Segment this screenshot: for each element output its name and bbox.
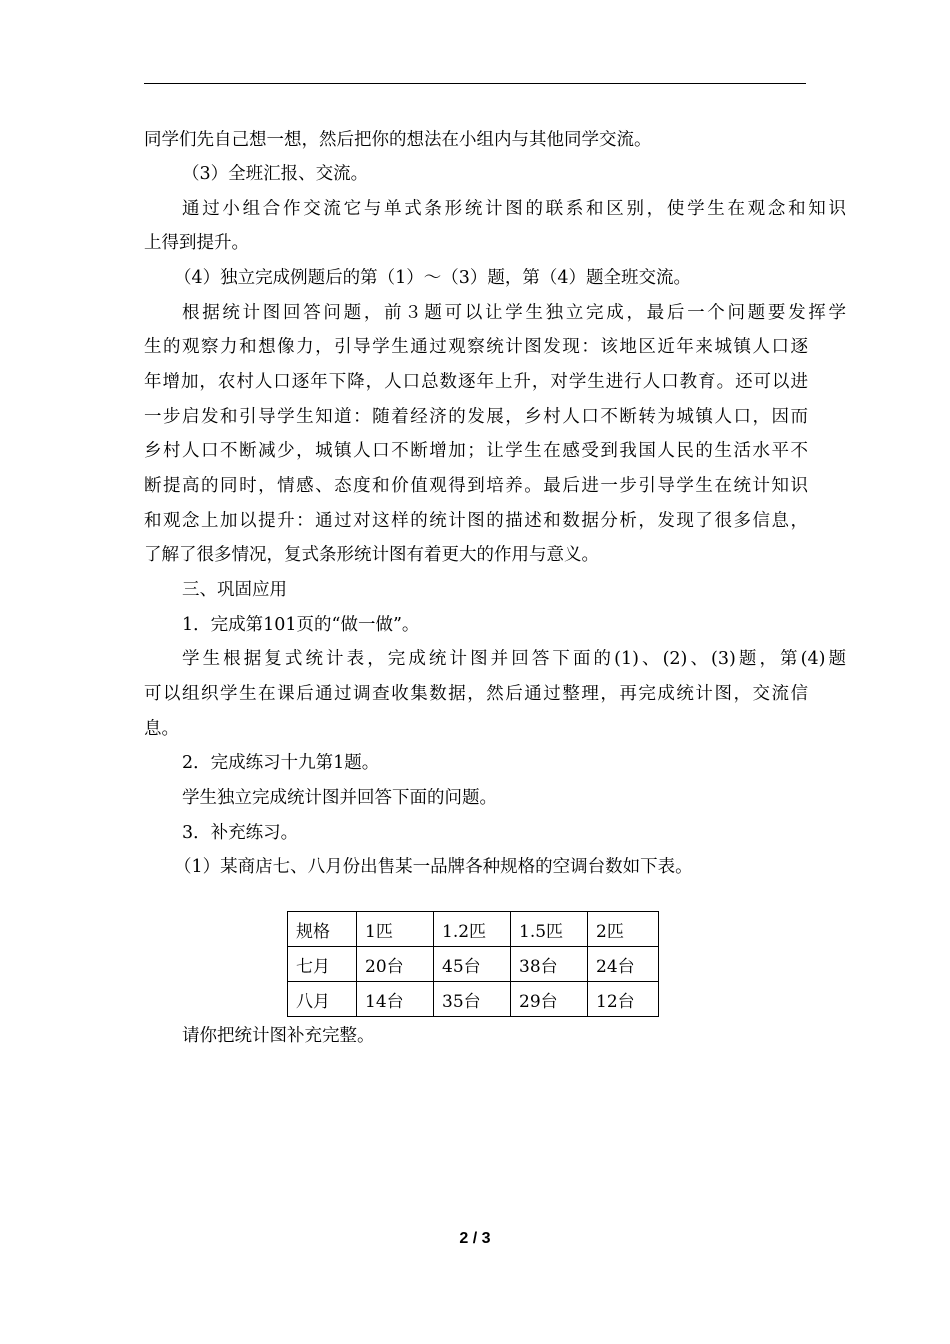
- table-cell: 2匹: [588, 912, 659, 947]
- table-cell: 24台: [588, 947, 659, 982]
- paragraph-line: 生的观察力和想像力，引导学生通过观察统计图发现：该地区近年来城镇人口逐: [144, 337, 808, 357]
- section-heading: 三、巩固应用: [182, 580, 287, 600]
- paragraph-line: 了解了很多情况，复式条形统计图有着更大的作用与意义。: [144, 545, 599, 565]
- paragraph-line: 2．完成练习十九第1题。: [182, 753, 380, 773]
- table-row: [288, 982, 659, 1017]
- paragraph-line: 断提高的同时，情感、态度和价值观得到培养。最后进一步引导学生在统计知识: [144, 476, 808, 496]
- paragraph-line: 请你把统计图补充完整。: [182, 1026, 375, 1046]
- table-cell: 20台: [357, 947, 434, 982]
- paragraph-line: 息。: [144, 719, 179, 739]
- paragraph-line: 一步启发和引导学生知道：随着经济的发展，乡村人口不断转为城镇人口，因而: [144, 407, 808, 427]
- table-cell: 45台: [434, 947, 511, 982]
- table-row: [288, 947, 659, 982]
- table-cell: 14台: [357, 982, 434, 1017]
- paragraph-line: 3．补充练习。: [182, 823, 299, 843]
- paragraph-line: 年增加，农村人口逐年下降，人口总数逐年上升，对学生进行人口教育。还可以进: [144, 372, 808, 392]
- paragraph-line: 同学们先自己想一想，然后把你的想法在小组内与其他同学交流。: [144, 130, 652, 150]
- ac-sales-table: [287, 911, 659, 1017]
- paragraph-line: 通过小组合作交流它与单式条形统计图的联系和区别，使学生在观念和知识: [182, 199, 846, 219]
- paragraph-line: 乡村人口不断减少，城镇人口不断增加；让学生在感受到我国人民的生活水平不: [144, 441, 808, 461]
- table-cell: 1匹: [357, 912, 434, 947]
- paragraph-line: 学生独立完成统计图并回答下面的问题。: [182, 788, 497, 808]
- paragraph-line: 1．完成第101页的“做一做”。: [182, 615, 420, 635]
- paragraph-line: 和观念上加以提升：通过对这样的统计图的描述和数据分析，发现了很多信息，: [144, 511, 808, 531]
- table-cell: 29台: [511, 982, 588, 1017]
- table-cell: 38台: [511, 947, 588, 982]
- paragraph-line: 上得到提升。: [144, 233, 249, 253]
- paragraph-line: （4）独立完成例题后的第（1）～（3）题，第（4）题全班交流。: [174, 268, 692, 288]
- paragraph-line: （3）全班汇报、交流。: [182, 164, 369, 184]
- paragraph-line: 可以组织学生在课后通过调查收集数据，然后通过整理，再完成统计图，交流信: [144, 684, 808, 704]
- header-rule: [144, 83, 806, 84]
- table-cell: 规格: [288, 912, 357, 947]
- table-cell: 1.2匹: [434, 912, 511, 947]
- table-cell: 八月: [288, 982, 357, 1017]
- table-cell: 12台: [588, 982, 659, 1017]
- table-cell: 七月: [288, 947, 357, 982]
- table-cell: 1.5匹: [511, 912, 588, 947]
- table-header-row: [288, 912, 659, 947]
- paragraph-line: 学生根据复式统计表，完成统计图并回答下面的(1)、(2)、(3)题，第(4)题: [182, 649, 846, 669]
- paragraph-line: 根据统计图回答问题，前３题可以让学生独立完成，最后一个问题要发挥学: [182, 303, 846, 323]
- table-cell: 35台: [434, 982, 511, 1017]
- page-number: 2 / 3: [459, 1230, 491, 1247]
- paragraph-line: （1）某商店七、八月份出售某一品牌各种规格的空调台数如下表。: [174, 857, 693, 877]
